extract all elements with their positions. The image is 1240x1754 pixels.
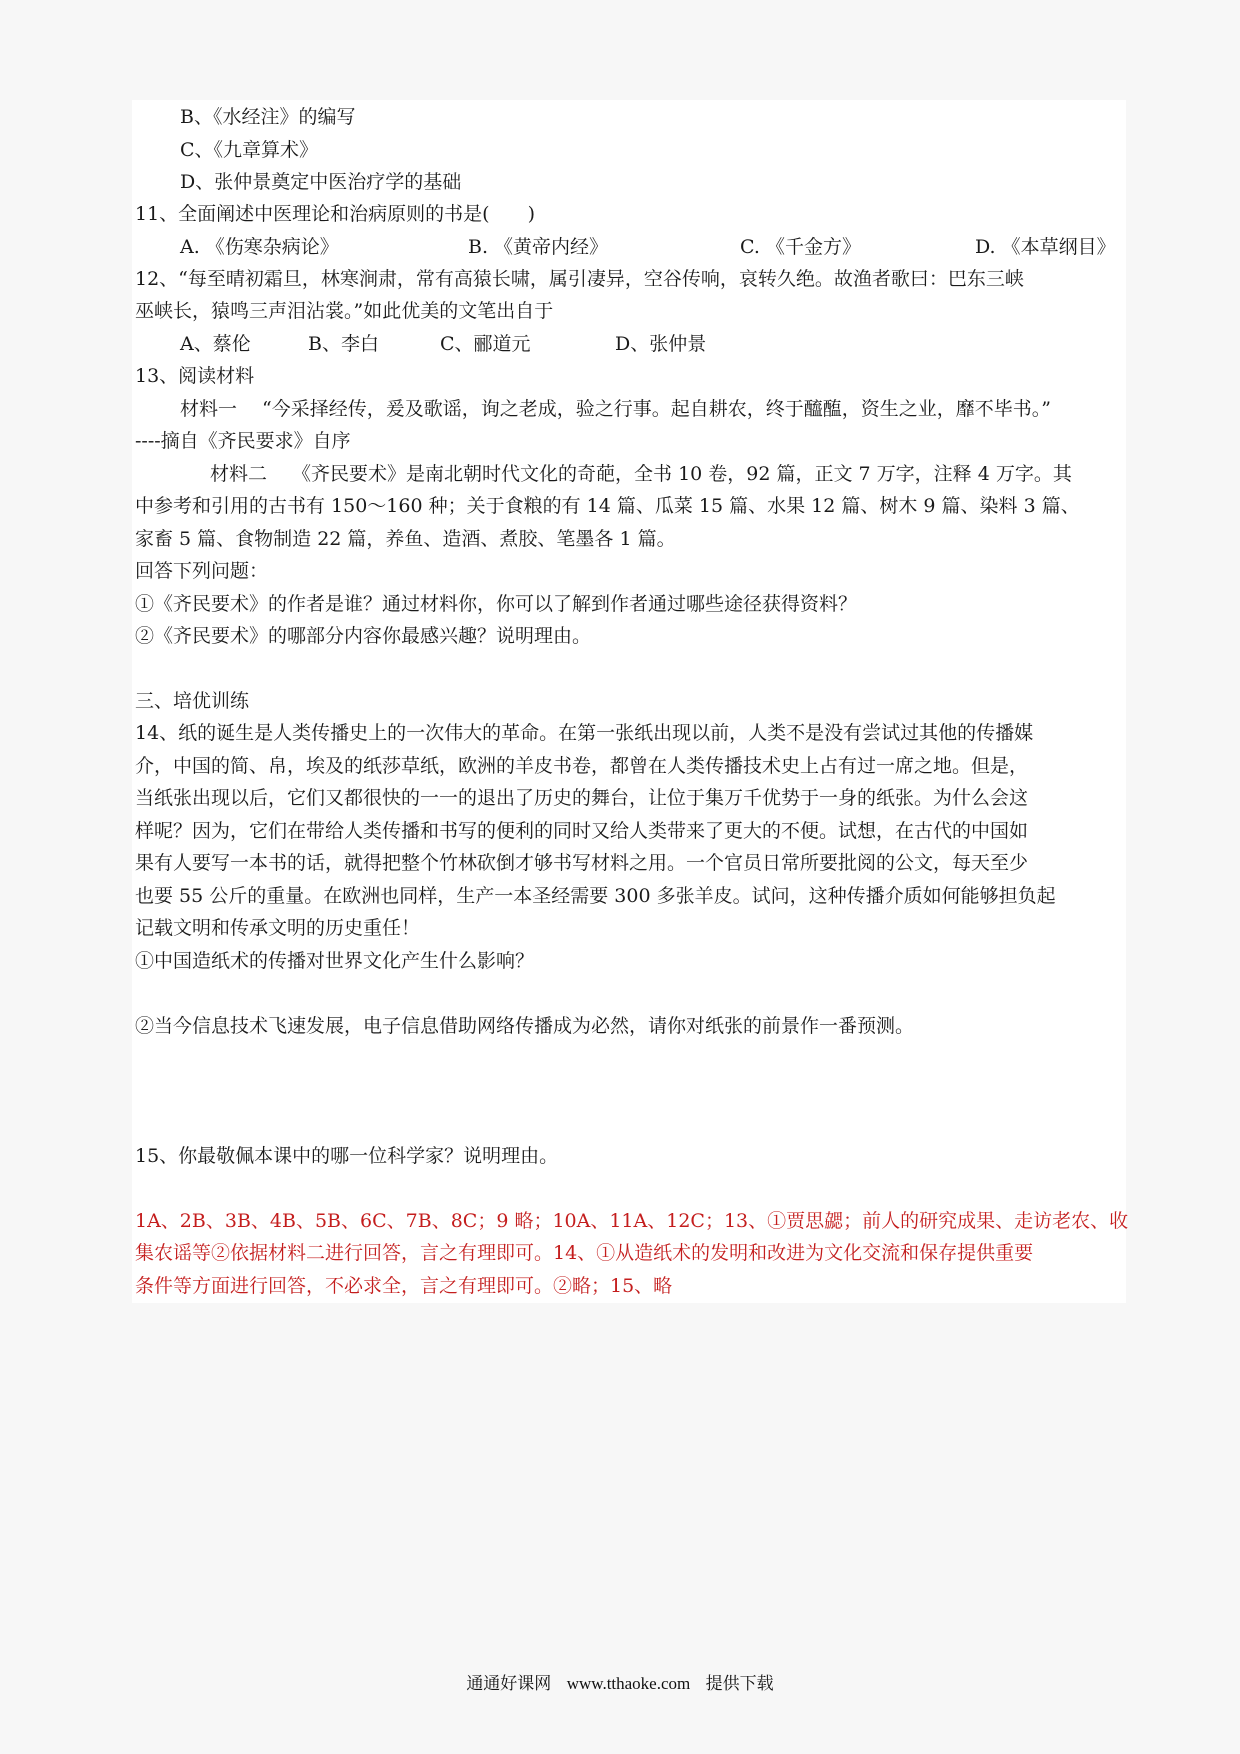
- q10-option-b: B、《水经注》的编写: [180, 106, 356, 128]
- q14-line6: 也要 55 公斤的重量。在欧洲也同样，生产一本圣经需要 300 多张羊皮。试问，这种传播介质如何能够担负起: [135, 885, 1056, 907]
- q14-line7: 记载文明和传承文明的历史重任！: [135, 917, 421, 939]
- q14-subquestion-1: ①中国造纸术的传播对世界文化产生什么影响？: [135, 950, 535, 972]
- q14-line4: 样呢？因为，它们在带给人类传播和书写的便利的同时又给人类带来了更大的不便。试想，在古代的中国如: [135, 820, 1029, 842]
- q10-option-d: D、张仲景奠定中医治疗学的基础: [180, 171, 462, 193]
- q14-line1: 14、纸的诞生是人类传播史上的一次伟大的革命。在第一张纸出现以前，人类不是没有尝试过其他的传播媒: [135, 722, 1034, 744]
- q12-stem-line1: 12、“每至晴初霜旦，林寒涧肃，常有高猿长啸，属引凄异，空谷传响，哀转久绝。故渔者歌曰：巴东三峡: [135, 268, 1024, 290]
- footer-download-text: 提供下载: [705, 1674, 774, 1694]
- q13-subquestion-2: ②《齐民要术》的哪部分内容你最感兴趣？说明理由。: [135, 625, 592, 647]
- q12-stem-line2: 巫峡长，猿鸣三声泪沾裳。”如此优美的文笔出自于: [135, 300, 554, 322]
- q15-stem: 15、你最敬佩本课中的哪一位科学家？说明理由。: [135, 1145, 559, 1167]
- q13-subquestion-1: ①《齐民要术》的作者是谁？通过材料你，你可以了解到作者通过哪些途径获得资料？: [135, 593, 858, 615]
- q13-material1-source: ----摘自《齐民要求》自序: [135, 430, 351, 452]
- q14-subquestion-2: ②当今信息技术飞速发展，电子信息借助网络传播成为必然，请你对纸张的前景作一番预测。: [135, 1015, 915, 1037]
- answer-key-line1: 1A、2B、3B、4B、5B、6C、7B、8C；9 略；10A、11A、12C；13、①贾思勰；前人的研究成果、走访老农、收: [135, 1210, 1129, 1232]
- q11-option-a: A. 《伤寒杂病论》: [180, 236, 339, 258]
- q13-material2-line3: 家畜 5 篇、食物制造 22 篇，养鱼、造酒、煮胶、笔墨各 1 篇。: [135, 528, 676, 550]
- q12-option-a: A、蔡伦: [180, 333, 251, 355]
- q11-option-d: D. 《本草纲目》: [975, 236, 1116, 258]
- q12-option-b: B、李白: [308, 333, 379, 355]
- q14-line5: 果有人要写一本书的话，就得把整个竹林砍倒才够书写材料之用。一个官员日常所要批阅的公文，每天至少: [135, 852, 1029, 874]
- footer-site-name: 通通好课网: [466, 1674, 552, 1694]
- q10-option-c: C、《九章算术》: [180, 139, 319, 161]
- answer-key-line2: 集农谣等②依据材料二进行回答，言之有理即可。14、①从造纸术的发明和改进为文化交流和保存提供重要: [135, 1242, 1034, 1264]
- q13-material2-line2: 中参考和引用的古书有 150～160 种；关于食粮的有 14 篇、瓜菜 15 篇、水果 12 篇、树木 9 篇、染料 3 篇、: [135, 495, 1080, 517]
- q13-material1-line1: 材料一 “今采择经传，爰及歌谣，询之老成，验之行事。起自耕农，终于醯醢，资生之业，靡不毕书。”: [180, 398, 1051, 420]
- section-title-3: 三、培优训练: [135, 690, 250, 712]
- q12-option-c: C、郦道元: [440, 333, 531, 355]
- q12-option-d: D、张仲景: [615, 333, 707, 355]
- answer-key-line3: 条件等方面进行回答，不必求全，言之有理即可。②略；15、略: [135, 1275, 673, 1297]
- q13-material2-line1: 材料二 《齐民要术》是南北朝时代文化的奇葩，全书 10 卷，92 篇，正文 7 万字，注释 4 万字。其: [210, 463, 1072, 485]
- q11-option-c: C. 《千金方》: [740, 236, 861, 258]
- q13-prompt: 回答下列问题：: [135, 560, 269, 582]
- q14-line3: 当纸张出现以后，它们又都很快的一一的退出了历史的舞台，让位于集万千优势于一身的纸张。为什么会这: [135, 787, 1029, 809]
- q14-line2: 介，中国的简、帛，埃及的纸莎草纸，欧洲的羊皮书卷，都曾在人类传播技术史上占有过一席之地。但是，: [135, 755, 1029, 777]
- q13-title: 13、阅读材料: [135, 365, 255, 387]
- page-footer: [0, 1672, 1240, 1696]
- q11-stem: 11、全面阐述中医理论和治病原则的书是( ): [135, 203, 536, 225]
- footer-url-link[interactable]: www.tthaoke.com: [566, 1674, 691, 1693]
- q11-option-b: B. 《黄帝内经》: [468, 236, 609, 258]
